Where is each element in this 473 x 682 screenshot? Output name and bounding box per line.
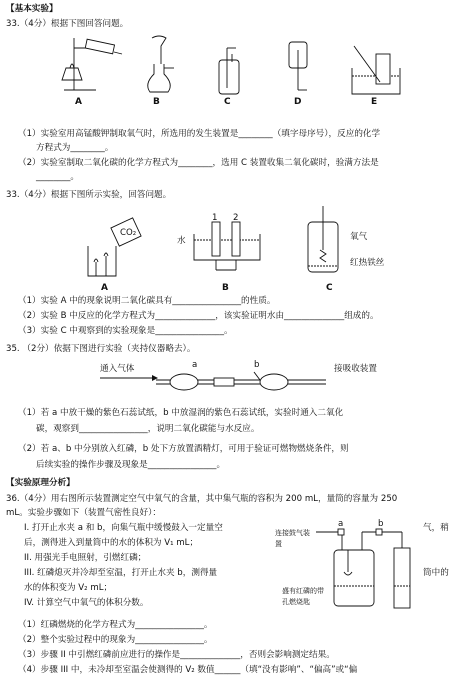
co2-label: CO₂: [120, 228, 137, 238]
figure-b-label: B: [222, 283, 229, 293]
q36-step3: III. 红磷熄灭并冷却至室温，打开止水夹 b，测得量: [24, 568, 218, 578]
electrolysis-figure: [192, 214, 262, 274]
apparatus-a-label: A: [75, 97, 82, 107]
apparatus-e-figure: [350, 40, 402, 96]
apparatus-c-figure: [214, 46, 244, 96]
q36-part3: （3）步骤 II 中引燃红磷前应进行的操作是______________，否则会影响测定结果。: [18, 650, 335, 660]
q36-part1: （1）红磷燃烧的化学方程式为________________。: [18, 620, 213, 630]
valve-a-label: a: [338, 519, 344, 529]
q35-part1-cont: 碳，观察到________________，说明二氧化碳能与水反应。: [36, 424, 260, 434]
phosphorus-spoon-label: 盛有红磷的带孔燃烧匙: [282, 587, 324, 606]
red-hot-wire-label: 红热铁丝: [350, 258, 385, 268]
q33b-part1: （1）实验 A 中的现象说明二氧化碳具有________________的性质。: [18, 296, 276, 306]
tube-b-label: b: [254, 360, 260, 370]
tube-a-label: a: [192, 360, 198, 370]
q36-step1: I. 打开止水夹 a 和 b，向集气瓶中缓慢鼓入一定量空: [24, 523, 223, 533]
q33b-part3: （3）实验 C 中观察到的实验现象是________________。: [18, 326, 233, 336]
inlet-label: 通入气体: [100, 364, 135, 374]
figure-c-label: C: [326, 283, 333, 293]
q36-part4: （4）步骤 III 中，未冷却至室温会使测得的 V₂ 数值______（填“没有影响”、“偏高”或“偏: [18, 665, 358, 675]
section-basic-heading: 【基本实验】: [6, 4, 58, 14]
q36-stem-cont: mL。实验步骤如下（装置气密性良好）：: [6, 508, 161, 518]
q36-step4: IV. 计算空气中氧气的体积分数。: [24, 598, 149, 608]
apparatus-c-label: C: [224, 97, 231, 107]
q36-step1-cont: 后，测得进入到量筒中的水的体积为 V₁ mL；: [24, 538, 199, 548]
iron-oxygen-figure: [304, 206, 344, 276]
q36-stem: 36.（4分）用右图所示装置测定空气中氧气的含量，其中集气瓶的容积为 200 mL，量筒的容量为 250: [6, 494, 398, 504]
tube-1-number: 1: [212, 213, 218, 223]
tube-2-number: 2: [233, 213, 239, 223]
q33b-part2: （2）实验 B 中反应的化学方程式为______________，该实验证明水由______________组成的。: [18, 311, 379, 321]
apparatus-d-label: D: [294, 97, 302, 107]
outlet-label: 接吸收装置: [334, 364, 377, 374]
q35-part2: （2）若 a、b 中分别放入红磷，b 处下方放置酒精灯，可用于验证可燃物燃烧条件，则: [18, 444, 349, 454]
air-pump-label: 连接鼓气装置: [275, 529, 310, 548]
apparatus-e-label: E: [371, 97, 378, 107]
apparatus-a-figure: [56, 34, 126, 96]
q36-step2: II. 用强光手电照射，引燃红磷；: [24, 553, 147, 563]
q36-step3-end: 筒中的: [423, 568, 449, 578]
figure-a-label: A: [101, 283, 108, 293]
water-label: 水: [177, 236, 186, 246]
tube-apparatus-figure: [96, 370, 336, 394]
q33a-part1-cont: 方程式为________。: [36, 143, 114, 153]
valve-b-label: b: [378, 519, 384, 529]
q35-part1: （1）若 a 中放干燥的紫色石蕊试纸，b 中放湿润的紫色石蕊试纸，实验时通入二氧化: [18, 408, 344, 418]
q36-step3-cont: 水的体积变为 V₂ mL；: [24, 583, 113, 593]
q36-part2: （2）整个实验过程中的现象为________________。: [18, 635, 213, 645]
oxygen-label: 氧气: [350, 232, 368, 242]
q33a-part2-cont: ________。: [36, 172, 79, 182]
q35-part2-cont: 后续实验的操作步骤及现象是________________。: [36, 460, 226, 470]
q33b-stem: 33.（4分）根据下图所示实验，回答问题。: [6, 190, 172, 200]
q35-stem: 35. （2分）依据下图进行实验（夹持仪器略去）。: [6, 344, 196, 354]
apparatus-b-label: B: [153, 97, 160, 107]
section-analysis-heading: 【实验原理分析】: [6, 478, 75, 488]
q33a-part2: （2）实验室制取二氧化碳的化学方程式为________，选用 C 装置收集二氧化碳时，验满方法是: [18, 158, 379, 168]
q33a-stem: 33.（4分）根据下图回答问题。: [6, 19, 129, 29]
apparatus-b-figure: [142, 34, 176, 96]
q36-step1-end: 气，稍: [423, 523, 449, 533]
q33a-part1: （1）实验室用高锰酸钾制取氧气时，所选用的发生装置是________（填字母序号），反应的化学: [18, 129, 381, 139]
apparatus-d-figure: [285, 40, 315, 96]
